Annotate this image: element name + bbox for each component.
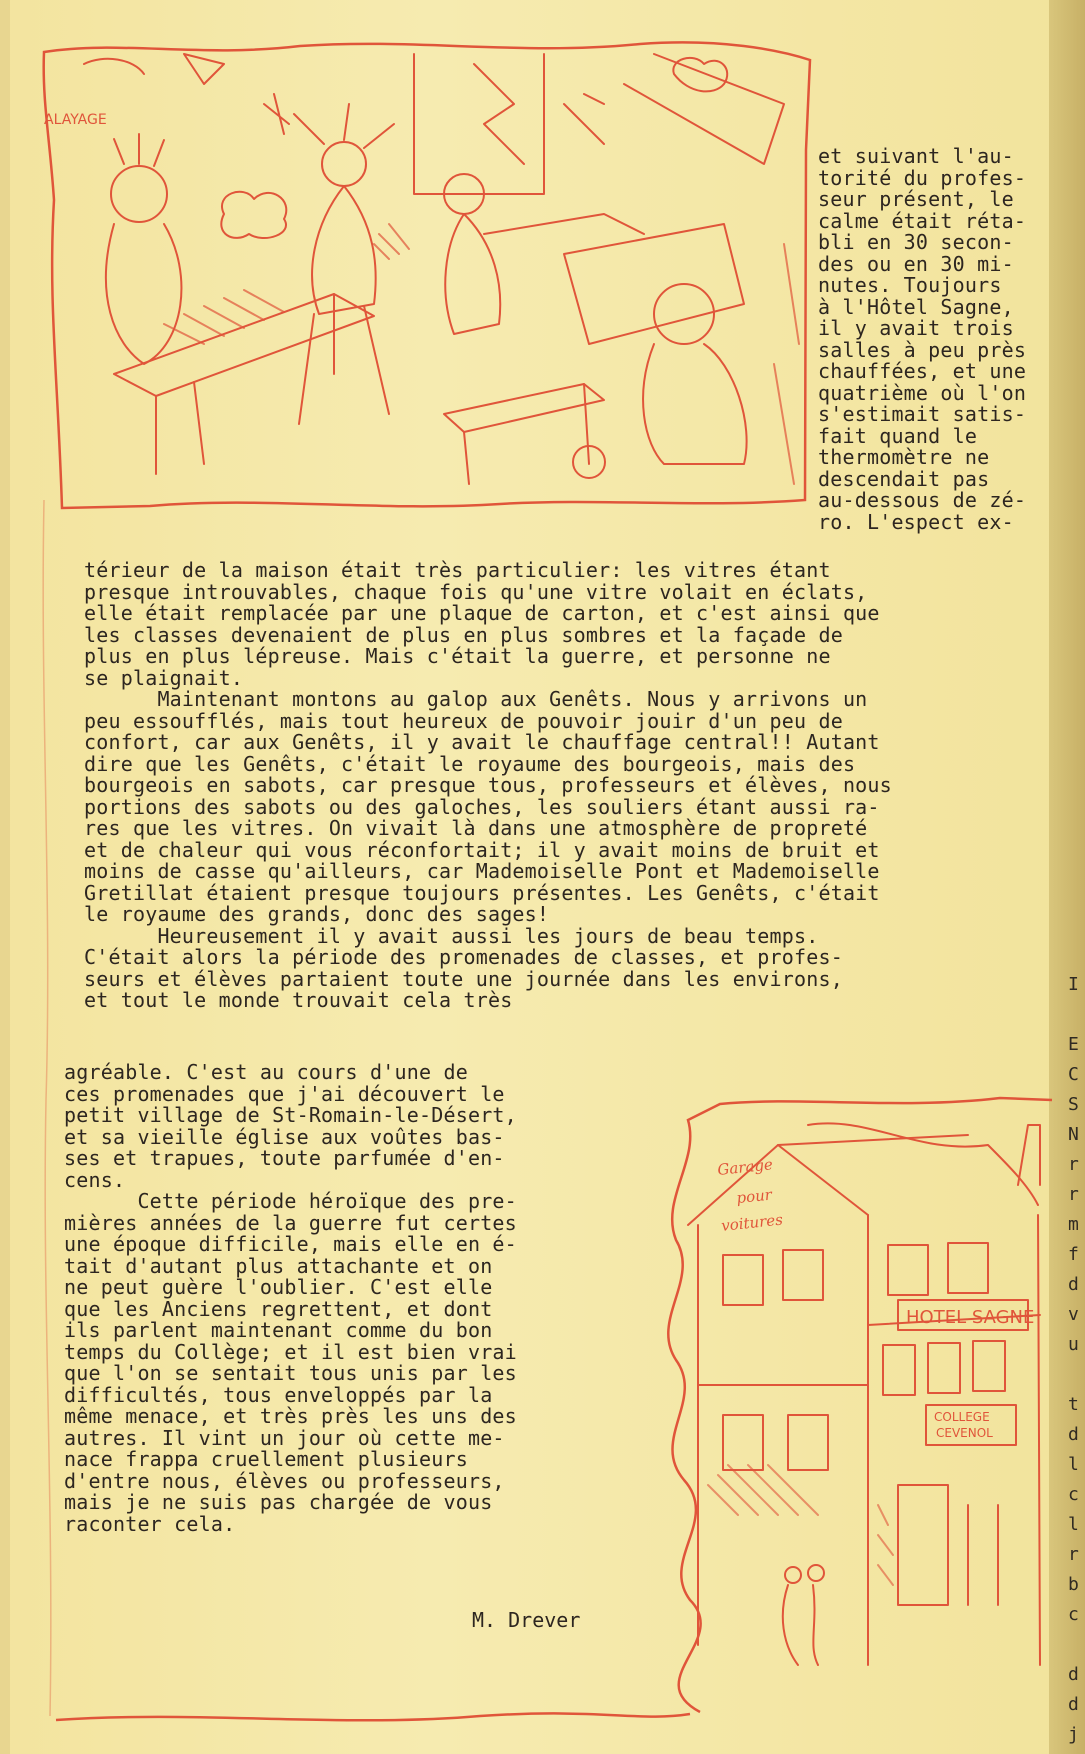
- article-left-column: agréable. C'est au cours d'une de ces promenades que j'ai découvert le petit village de St-Romain-le-Désert, et sa vieille église aux voûtes bas- ses et trapues, toute parfumée d'en- cens. Cette période héroïque des pre- mières années de la guerre fut certes une époque difficile, mais elle en é- tait d'autant plus attachante et on ne peut guère l'oublier. C'est elle que les Anciens regrettent, et dont ils parlent maintenant comme du bon temps du Collège; et il est bien vrai que l'on se sentait tous unis par les difficultés, tous enveloppés par la même menace, et très près les uns des autres. Il vint un jour où cette me- nace frappa cruellement plusieurs d'entre nous, élèves ou professeurs, mais je ne suis pas chargée de vous raconter cela.: [64, 1060, 517, 1536]
- adjacent-page-margin-letters: I E C S N r r m f d v u t d l c l r b c d d j: [1068, 974, 1079, 1745]
- classroom-sign-text: ALAYAGE: [44, 112, 107, 128]
- hotel-sagne-illustration: [668, 1085, 1056, 1685]
- garage-sign-line-1: Garage: [716, 1155, 774, 1179]
- hotel-sagne-sign: HOTEL SAGNE: [906, 1307, 1035, 1328]
- college-cevenol-sign: COLLEGE CEVENOL: [934, 1410, 993, 1440]
- garage-sign-line-2: pour: [735, 1185, 773, 1208]
- page-left-edge: [0, 0, 10, 1754]
- author-signature: M. Drever: [472, 1608, 581, 1632]
- garage-sign-line-3: voitures: [720, 1210, 784, 1235]
- classroom-illustration: [44, 44, 806, 504]
- article-side-column: et suivant l'au- torité du profes- seur présent, le calme était réta- bli en 30 secon- des ou en 30 mi- nutes. Toujours à l'Hôtel Sagne, il y avait trois salles à peu près chauffées, et une quatrième où l'on s'estimait satis- fait quand le thermomètre ne descendait pas au-dessous de zé- ro. L'espect ex-: [818, 144, 1027, 534]
- article-main-body: térieur de la maison était très particulier: les vitres étant presque introuvables, chaque fois qu'une vitre volait en éclats, elle était remplacée par une plaque de carton, et c'est ainsi que les classes devenaient de plus en plus sombres et la façade de plus en plus lépreuse. Mais c'était la guerre, et personne ne se plaignait. Maintenant montons au galop aux Genêts. Nous y arrivons un peu essoufflés, mais tout heureux de pouvoir jouir d'un peu de confort, car aux Genêts, il y avait le chauffage central!! Autant dire que les Genêts, c'était le royaume des bourgeois, mais des bourgeois en sabots, car presque tous, professeurs et élèves, nous portions des sabots ou des galoches, les souliers étant aussi ra- res que les vitres. On vivait là dans une atmosphère de propreté et de chaleur qui vous réconfortait; il y avait moins de bruit et moins de casse qu'ailleurs, car Mademoiselle Pont et Mademoiselle Gretillat étaient presque toujours présentes. Les Genêts, c'était le royaume des grands, donc des sages! Heureusement il y avait aussi les jours de beau temps. C'était alors la période des promenades de classes, et profes- seurs et élèves partaient toute une journée dans les environs, et tout le monde trouvait cela très: [84, 558, 892, 1012]
- garage-sign-text: [715, 1155, 785, 1235]
